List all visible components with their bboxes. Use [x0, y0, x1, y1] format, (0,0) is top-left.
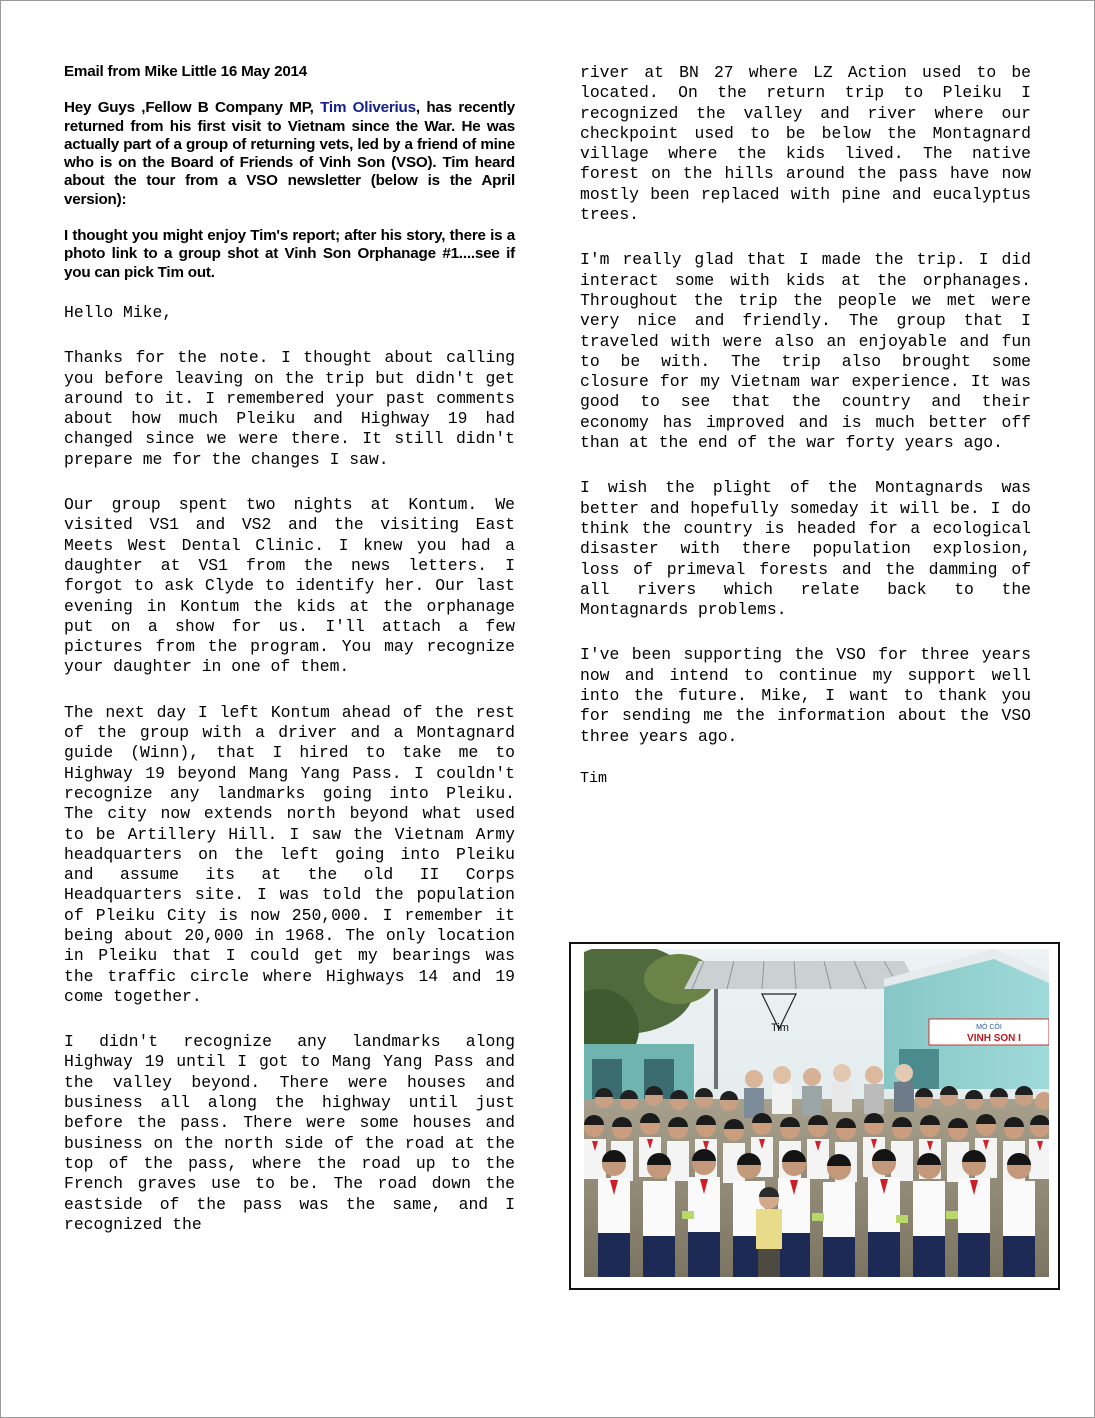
tim-oliverius-name: Tim Oliverius	[320, 99, 416, 117]
letter-signature: Tim	[580, 769, 608, 787]
letter-paragraph-7: I've been supporting the VSO for three years now and intend to continue my support well into the future. Mike, I want to thank you for sending me the information about the VSO three years ago.	[580, 645, 1031, 746]
sign-large-text: VINH SON I	[967, 1033, 1021, 1044]
letter-right	[580, 63, 1031, 789]
orphanage-group-photo-image	[584, 949, 1049, 1277]
email-header-block	[64, 63, 515, 282]
letter-left	[64, 303, 515, 1235]
email-intro-second: I thought you might enjoy Tim's report; after his story, there is a photo link to a group shot at Vinh Son Orphanage #1....see if you can pick Tim out.	[64, 227, 515, 281]
intro-text-start: Hey Guys ,Fellow B Company MP,	[64, 99, 321, 117]
letter-paragraph-6: I wish the plight of the Montagnards was better and hopefully someday it will be. I do think the country is headed for a ecological disaster with there population explosion, loss of primeval forests and the damming of all rivers which relate back to the Montagnards problems.	[580, 478, 1031, 620]
intro-text-end: , has recently returned from his first visit to Vietnam since the War. He was actually part of a group of returning vets, led by a friend of mine who is on the Board of Friends of Vinh Son (VSO). Tim heard about the tour from a VSO newsletter (below is the April version):	[64, 99, 515, 208]
email-heading: Email from Mike Little 16 May 2014	[64, 63, 308, 80]
sign-small-text: MÔ CÔI	[976, 1024, 1002, 1031]
letter-paragraph-4-continued: river at BN 27 where LZ Action used to be located. On the return trip to Pleiku I recognized the valley and river where our checkpoint used to be below the Montagnard village where the kids lived. The native forest on the hills around the pass have now mostly been replaced with pine and eucalyptus trees.	[580, 63, 1031, 225]
letter-paragraph-2: Our group spent two nights at Kontum. We visited VS1 and VS2 and the visiting East Meets West Dental Clinic. I knew you had a daughter at VS1 from the news letters. I forgot to ask Clyde to identify her. Our last evening in Kontum the kids at the orphanage put on a show for us. I'll attach a few pictures from the program. You may recognize your daughter in one of them.	[64, 495, 515, 677]
tim-marker-label: Tim	[771, 1022, 789, 1034]
group-photo	[584, 949, 1049, 1277]
letter-paragraph-3: The next day I left Kontum ahead of the rest of the group with a driver and a Montagnard guide (Winn), that I hired to take me to Highway 19 beyond Mang Yang Pass. I couldn't recognize any landmarks going into Pleiku. The city now extends north beyond what used to be Artillery Hill. I saw the Vietnam Army headquarters on the left going into Pleiku and assume its at the old II Corps Headquarters site. I was told the population of Pleiku City is now 250,000. I remember it being about 20,000 in 1968. The only location in Pleiku that I could get my bearings was the traffic circle where Highways 14 and 19 come together.	[64, 702, 515, 1006]
email-intro	[64, 99, 515, 209]
letter-paragraph-4: I didn't recognize any landmarks along Highway 19 until I got to Mang Yang Pass and the valley beyond. There were houses and business all along the highway until just before the pass. There were some houses and business on the north side of the road at the top of the pass, where the road up to the French graves use to be. The road down the eastside of the pass was the same, and I recognized the	[64, 1032, 515, 1234]
letter-paragraph-1: Thanks for the note. I thought about calling you before leaving on the trip but didn't get around to it. I remembered your past comments about how much Pleiku and Highway 19 had changed since we were there. It still didn't prepare me for the changes I saw.	[64, 348, 515, 469]
right-column	[580, 63, 1031, 789]
group-photo-frame	[569, 942, 1060, 1290]
left-column	[64, 63, 515, 1235]
letter-paragraph-5: I'm really glad that I made the trip. I did interact some with kids at the orphanages. Throughout the trip the people we met were very nice and friendly. The group that I traveled with were also an enjoyable and fun to be with. The trip also brought some closure for my Vietnam war experience. It was good to see that the country and their economy has improved and is much better off than at the end of the war forty years ago.	[580, 250, 1031, 453]
letter-greeting: Hello Mike,	[64, 302, 173, 322]
